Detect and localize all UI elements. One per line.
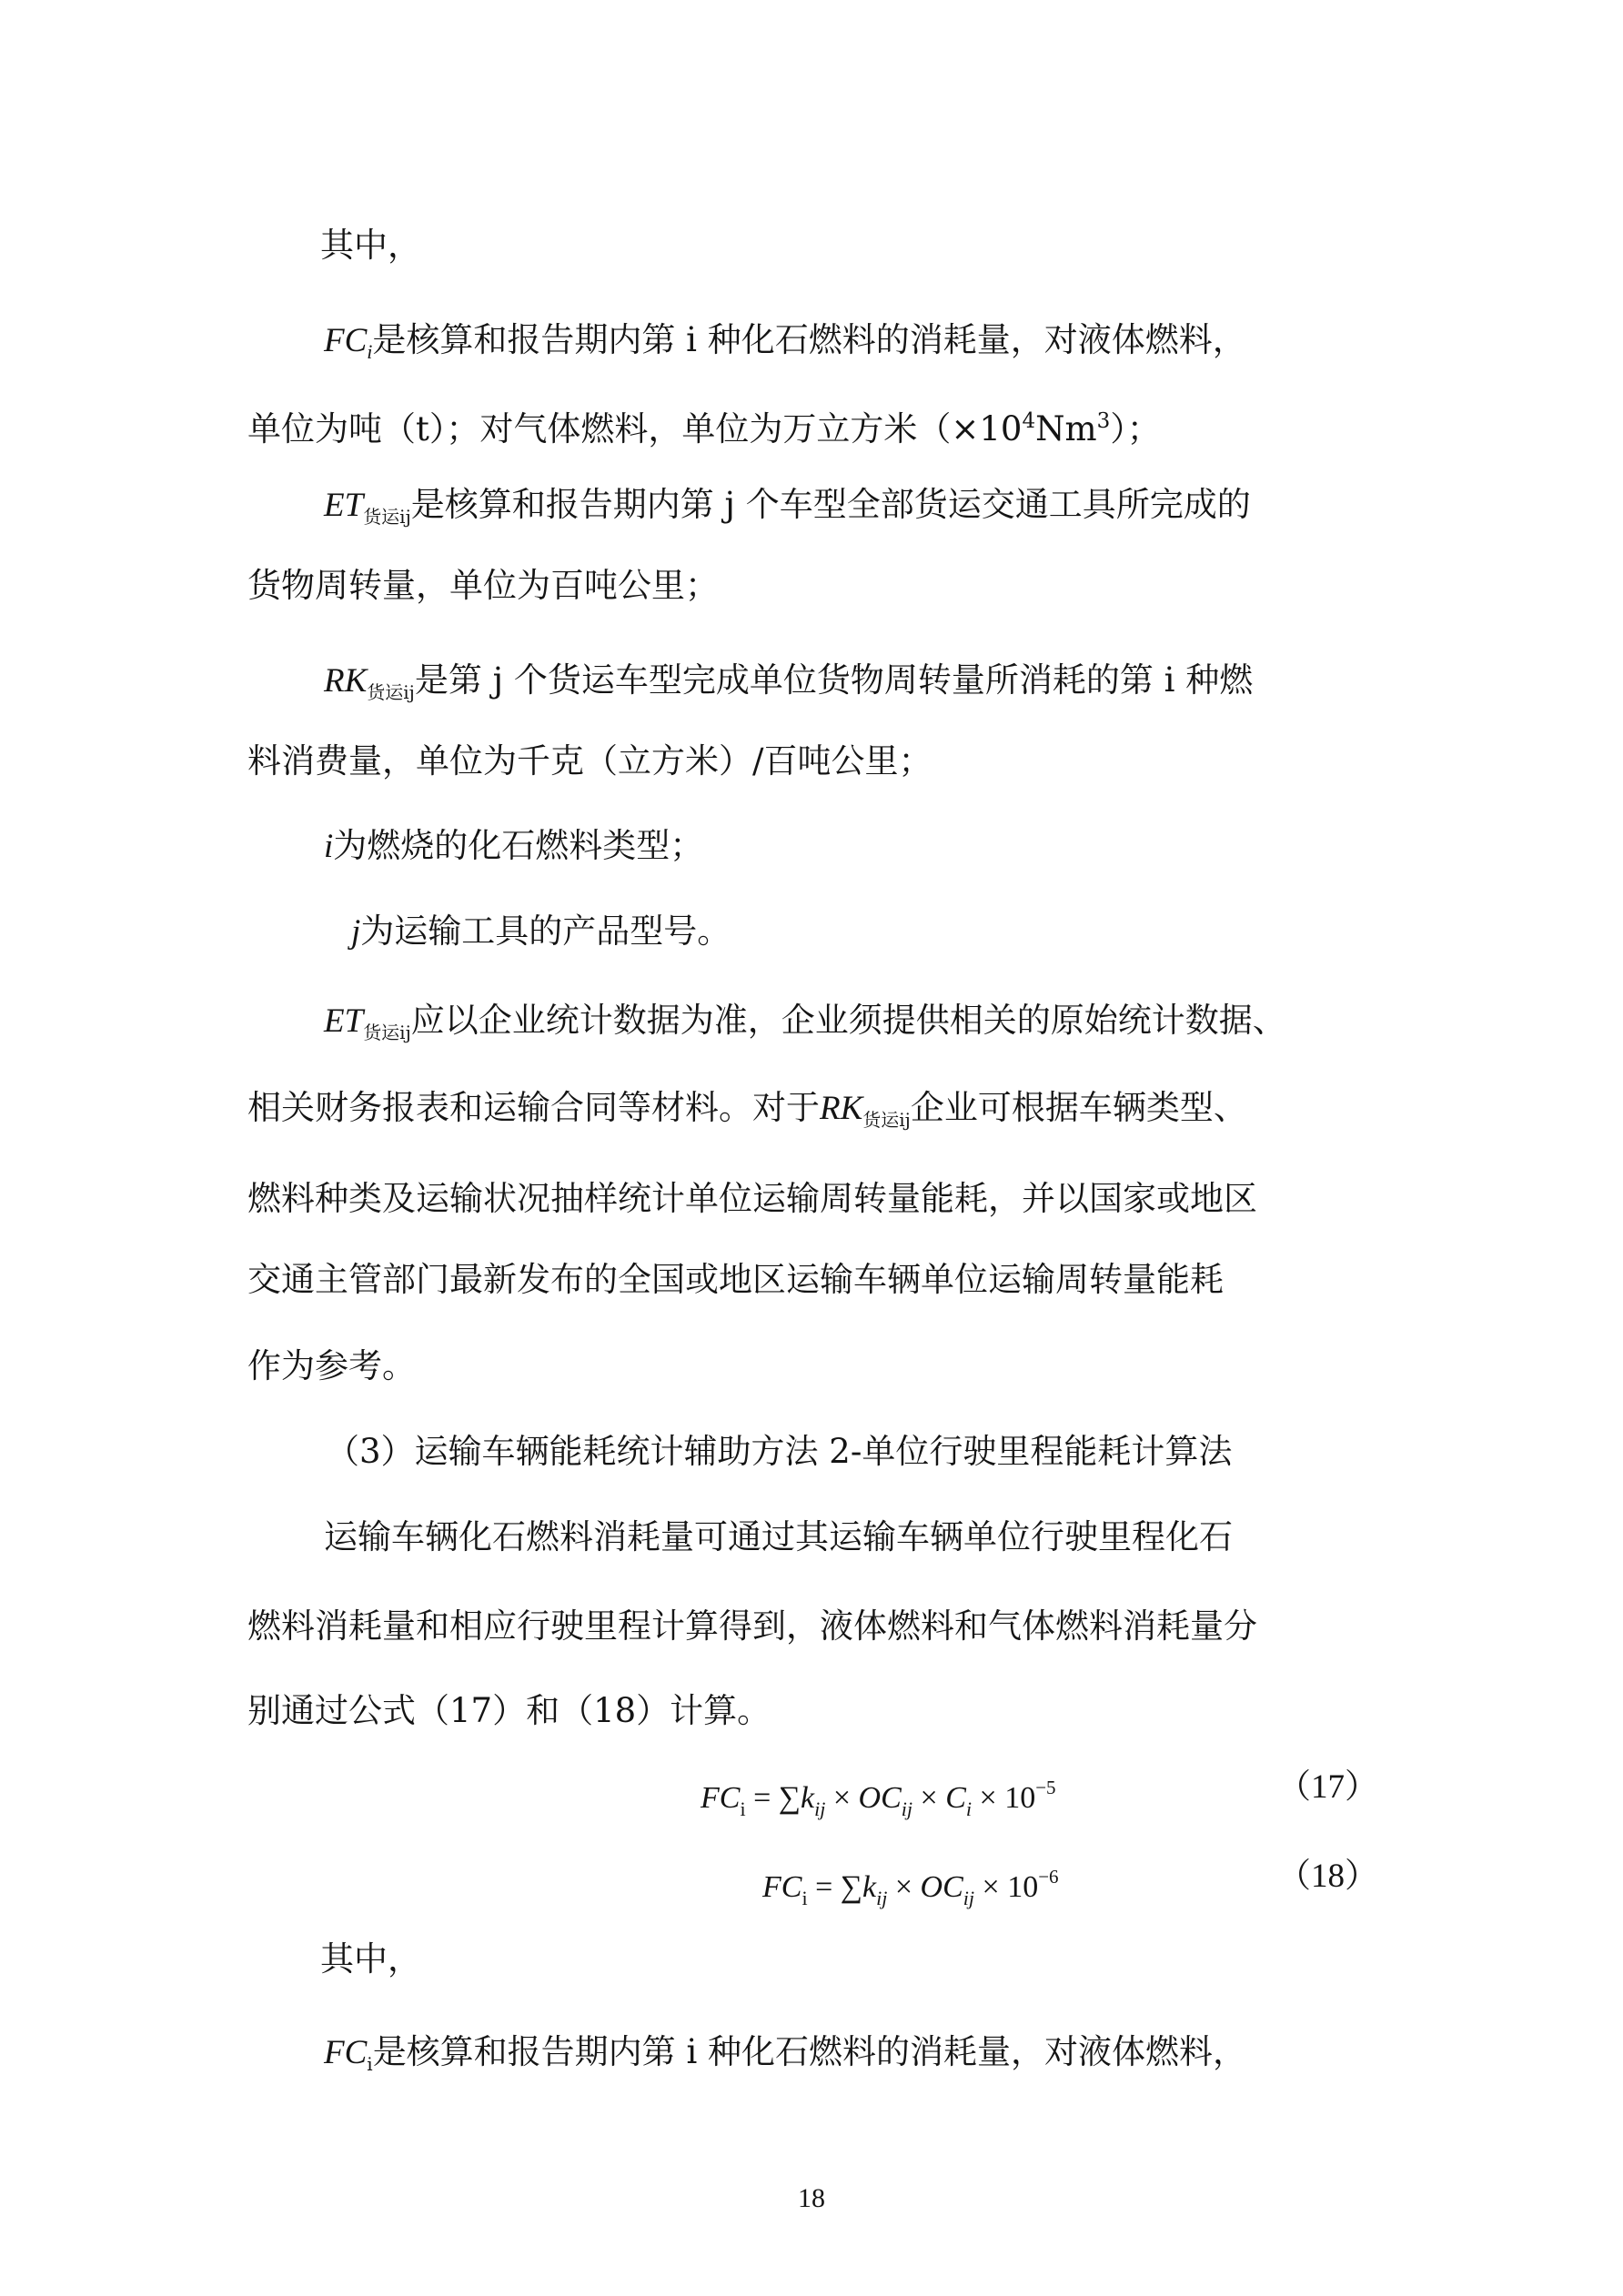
paragraph-line: 料消费量，单位为千克（立方米）/百吨公里； bbox=[247, 741, 932, 780]
formula-18: $FC_i = \sum k_{ij} \times OC_{ij} \times 10^{-6}$ bbox=[762, 1866, 1059, 1909]
paragraph-line: 作为参考。 bbox=[247, 1346, 416, 1385]
paragraph-line: $FC_i$是核算和报告期内第 i 种化石燃料的消耗量，对液体燃料， bbox=[324, 320, 1246, 363]
paragraph-line: $FC_i$是核算和报告期内第 i 种化石燃料的消耗量，对液体燃料， bbox=[324, 2032, 1247, 2075]
paragraph-line: $RK_{货运ij}$是第 j 个货运车型完成单位货物周转量所消耗的第 i 种燃 bbox=[324, 660, 1254, 703]
paragraph-line: $ET_{货运ij}$是核算和报告期内第 j 个车型全部货运交通工具所完成的 bbox=[324, 485, 1251, 528]
paragraph-line: i为燃烧的化石燃料类型； bbox=[324, 826, 704, 865]
paragraph-line: 别通过公式（17）和（18）计算。 bbox=[247, 1691, 771, 1730]
paragraph-line: 交通主管部门最新发布的全国或地区运输车辆单位运输周转量能耗 bbox=[247, 1260, 1224, 1299]
equation-number-17: （17） bbox=[1277, 1768, 1378, 1806]
page-number: 18 bbox=[798, 2183, 825, 2213]
paragraph-line: 相关财务报表和运输合同等材料。对于$RK_{货运ij}$企业可根据车辆类型、 bbox=[247, 1088, 1247, 1131]
formula-17: $FC_i = \sum k_{ij} \times OC_{ij} \times C_i \times 10^{-5}$ bbox=[701, 1777, 1056, 1820]
paragraph-line: 其中， bbox=[320, 226, 421, 265]
paragraph-line: 燃料种类及运输状况抽样统计单位运输周转量能耗，并以国家或地区 bbox=[247, 1179, 1257, 1218]
paragraph-line: 单位为吨（t）；对气体燃料，单位为万立方米$(\times 10^4Nm^3)$； bbox=[247, 409, 1161, 448]
paragraph-line: 其中， bbox=[320, 1939, 421, 1979]
paragraph-line: 货物周转量，单位为百吨公里； bbox=[247, 566, 719, 605]
paragraph-line: $ET_{货运ij}$应以企业统计数据为准，企业须提供相关的原始统计数据、 bbox=[324, 1001, 1286, 1043]
section-heading: （3）运输车辆能耗统计辅助方法 2-单位行驶里程能耗计算法 bbox=[326, 1432, 1233, 1471]
paragraph-line: j为运输工具的产品型号。 bbox=[351, 911, 731, 951]
equation-number-18: （18） bbox=[1277, 1858, 1378, 1895]
paragraph-line: 运输车辆化石燃料消耗量可通过其运输车辆单位行驶里程化石 bbox=[324, 1517, 1233, 1556]
paragraph-line: 燃料消耗量和相应行驶里程计算得到，液体燃料和气体燃料消耗量分 bbox=[247, 1606, 1257, 1646]
